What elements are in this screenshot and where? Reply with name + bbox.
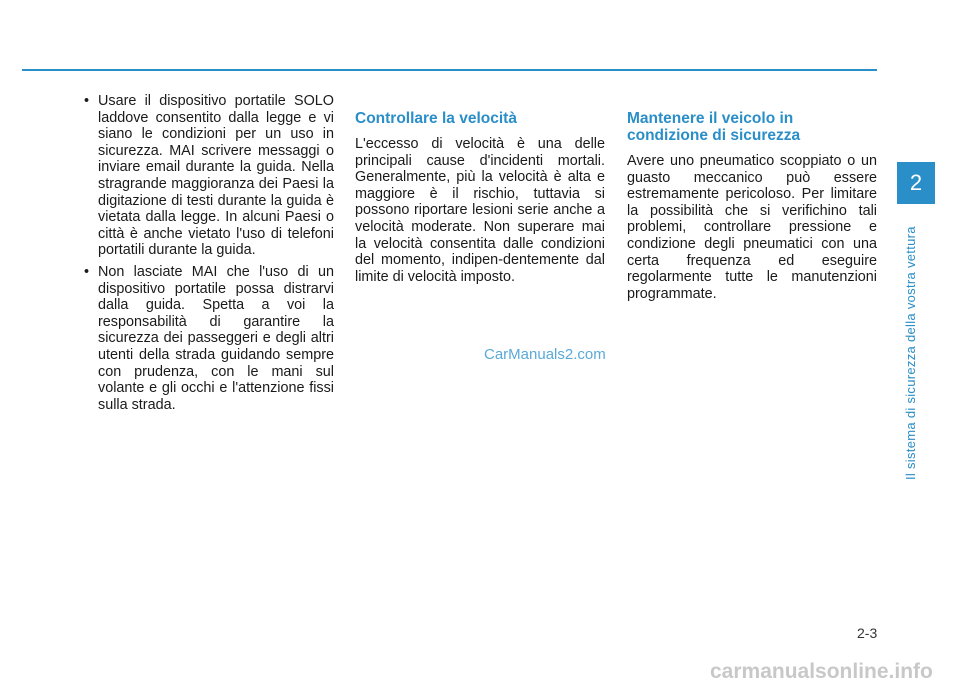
chapter-title-vertical: Il sistema di sicurezza della vostra vettura xyxy=(903,226,918,480)
section-heading-speed: Controllare la velocità xyxy=(355,110,517,127)
column-2 xyxy=(355,110,605,285)
bullet-text: Usare il dispositivo portatile SOLO laddove consentito dalla legge e vi siano le condizioni per un uso in sicurezza. MAI scrivere messaggi o inviare email durante la guida. Nella stragrande maggioranza dei Paesi la digitazione di testi durante la guida è vietata dalla legge. In alcuni Paesi o città è anche vietato l'uso di telefoni portatili durante la guida. xyxy=(98,93,334,259)
bullet-item xyxy=(84,264,334,413)
bullet-dot-icon: • xyxy=(84,93,90,109)
bullet-list xyxy=(84,93,334,413)
top-rule xyxy=(22,69,877,71)
chapter-tab[interactable]: 2 xyxy=(897,162,935,204)
section-body-speed: L'eccesso di velocità è una delle principali cause d'incidenti mortali. Generalmente, più la velocità è alta e maggiore è il rischio, tuttavia si possono riportare lesioni serie anche a velocità moderate. Non superare mai la velocità consentita dalle condizioni del momento, indipen-dentemente dal limite di velocità imposto. xyxy=(355,136,605,285)
footer-watermark: carmanualsonline.info xyxy=(710,660,933,683)
column-3 xyxy=(627,110,877,302)
bullet-item xyxy=(84,93,334,259)
bullet-text: Non lasciate MAI che l'uso di un dispositivo portatile possa distrarvi dalla guida. Spetta a voi la responsabilità di garantire la sicurezza dei passeggeri e degli altri utenti della strada guidando sempre con prudenza, con le mani sul volante e gli occhi e l'attenzione fissi sulla strada. xyxy=(98,263,334,413)
watermark-link[interactable]: CarManuals2.com xyxy=(484,346,606,363)
column-1 xyxy=(84,93,334,418)
section-heading-maintenance: Mantenere il veicolo in condizione di sicurezza xyxy=(627,110,801,144)
page-number: 2-3 xyxy=(857,625,878,641)
bullet-dot-icon: • xyxy=(84,263,90,280)
section-body-maintenance: Avere uno pneumatico scoppiato o un guasto meccanico può essere estremamente pericoloso. Per limitare la possibilità che si verifichino tali problemi, controllare pressione e condizione degli pneumatici con una certa frequenza ed eseguire regolarmente tutte le manutenzioni programmate. xyxy=(627,153,877,302)
